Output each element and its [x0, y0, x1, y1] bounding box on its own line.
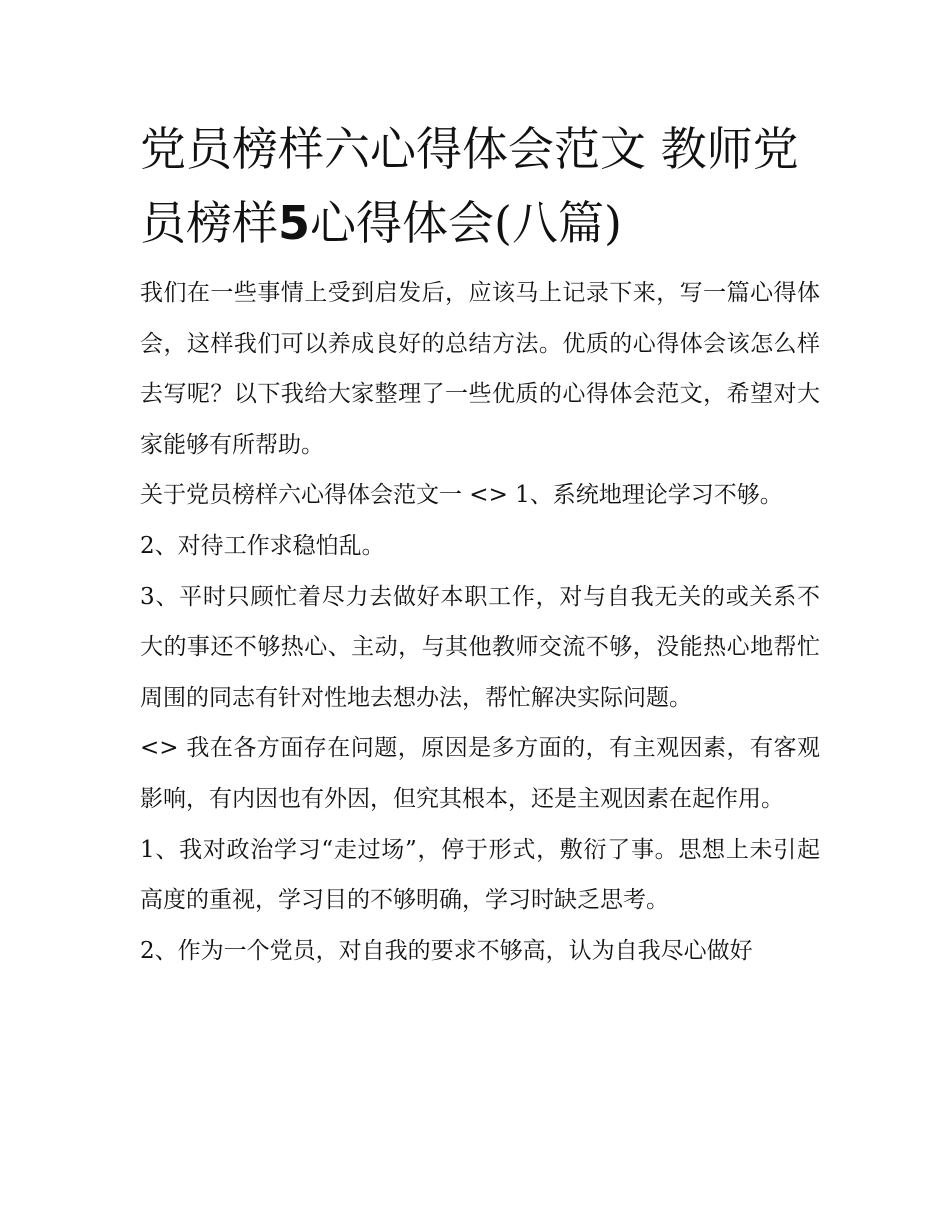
paragraph-3: 3、平时只顾忙着尽力去做好本职工作，对与自我无关的或关系不大的事还不够热心、主动，与其他教师交流不够，没能热心地帮忙周围的同志有针对性地去想办法，帮忙解决实际问题。 [140, 583, 820, 711]
paragraph-2: 2、对待工作求稳怕乱。 [140, 532, 385, 559]
paragraph-4: <> 我在各方面存在问题，原因是多方面的，有主观因素，有客观影响，有内因也有外因，但究其根本，还是主观因素在起作用。 [140, 735, 820, 812]
paragraph-intro: 我们在一些事情上受到启发后，应该马上记录下来，写一篇心得体会，这样我们可以养成良好的总结方法。优质的心得体会该怎么样去写呢？以下我给大家整理了一些优质的心得体会范文，希望对大家能够有所帮助。 [140, 280, 820, 458]
document-body [140, 112, 820, 976]
paragraph-6: 2、作为一个党员，对自我的要求不够高，认为自我尽心做好 [140, 937, 753, 964]
paragraph-5: 1、我对政治学习“走过场”，停于形式，敷衍了事。思想上未引起高度的重视，学习目的不够明确，学习时缺乏思考。 [140, 836, 820, 914]
document-title: 党员榜样六心得体会范文 教师党员榜样5心得体会(八篇) [140, 122, 799, 250]
paragraph-1: 关于党员榜样六心得体会范文一 <> 1、系统地理论学习不够。 [140, 482, 783, 509]
